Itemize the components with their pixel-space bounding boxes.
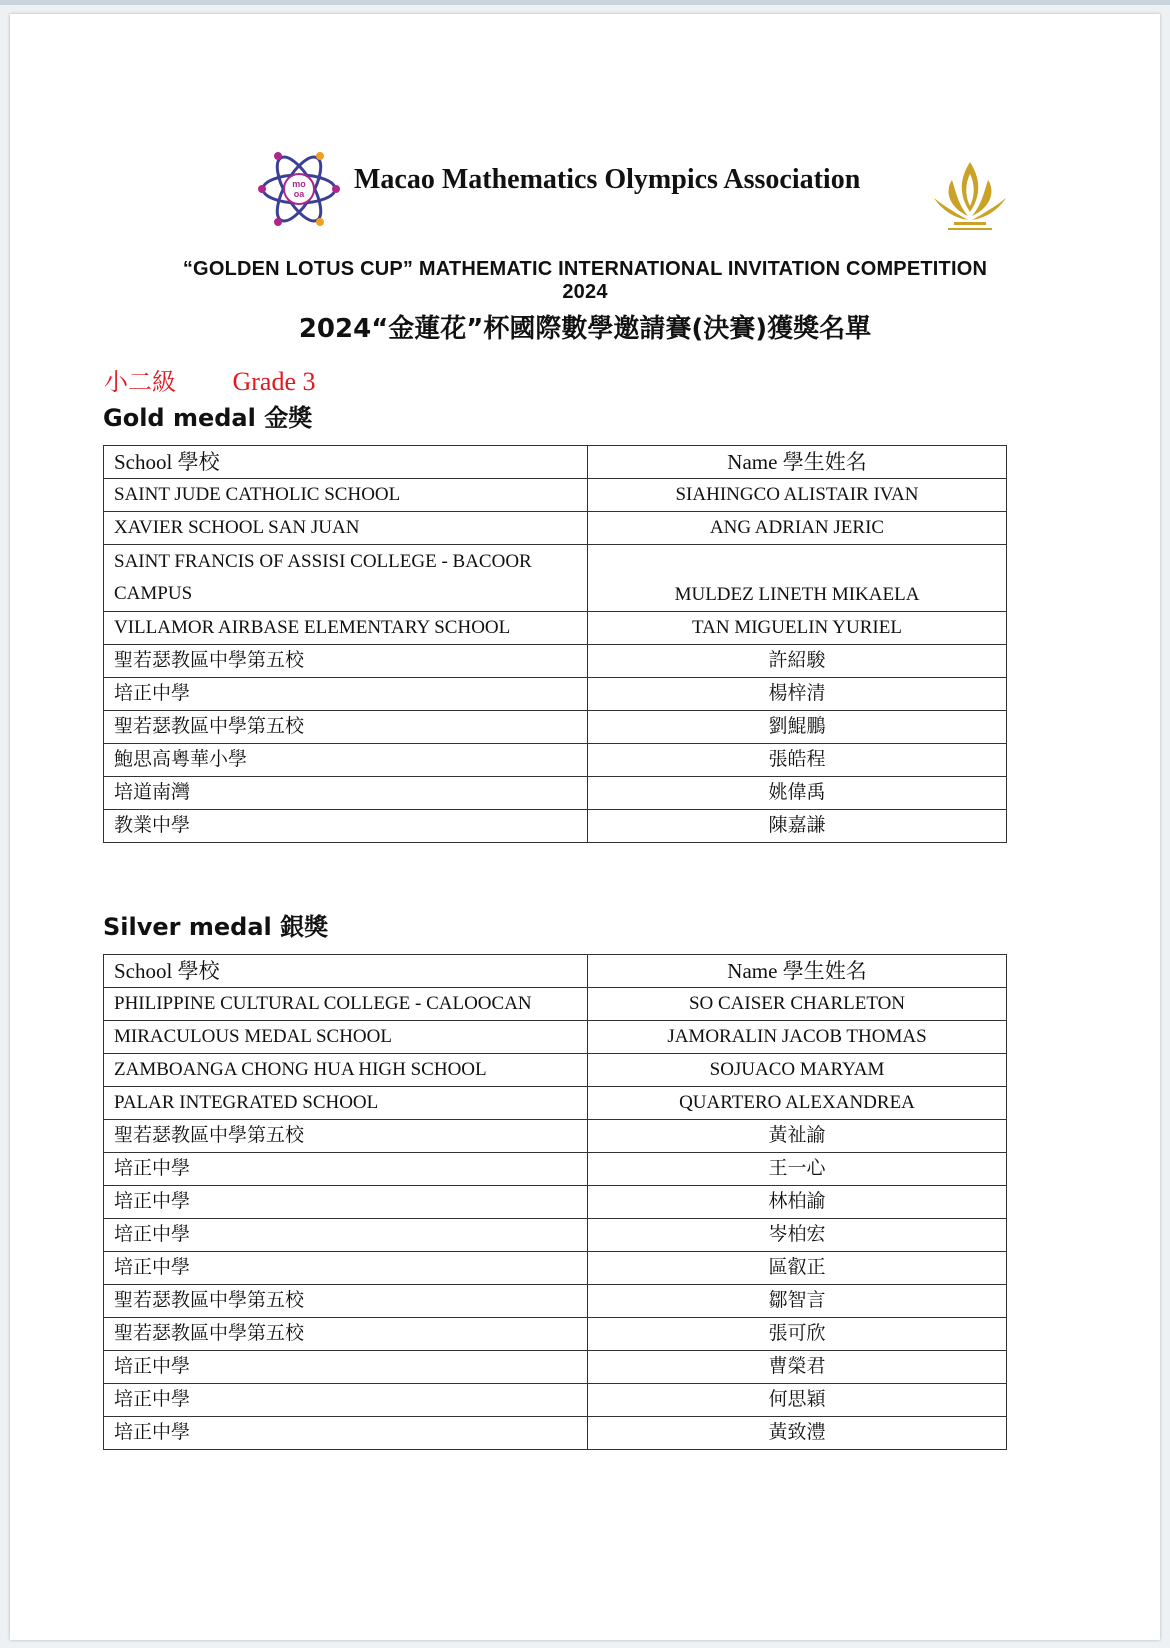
table-row xyxy=(104,1087,1007,1120)
table-row xyxy=(104,810,1007,843)
table-row xyxy=(104,1186,1007,1219)
table-row xyxy=(104,1252,1007,1285)
name-cell: 林柏諭 xyxy=(588,1186,1007,1219)
top-edge xyxy=(0,0,1170,5)
svg-text:oa: oa xyxy=(293,189,305,199)
name-cell: 許紹駿 xyxy=(588,645,1007,678)
name-cell: 區叡正 xyxy=(588,1252,1007,1285)
column-header-name: Name 學生姓名 xyxy=(588,446,1007,479)
school-cell: 聖若瑟教區中學第五校 xyxy=(104,1120,588,1153)
competition-title-en xyxy=(10,258,1160,304)
name-cell: 劉鯤鵬 xyxy=(588,711,1007,744)
name-cell: SIAHINGCO ALISTAIR IVAN xyxy=(588,479,1007,512)
name-cell: 曹榮君 xyxy=(588,1351,1007,1384)
school-cell: 聖若瑟教區中學第五校 xyxy=(104,645,588,678)
school-cell: 培正中學 xyxy=(104,1351,588,1384)
school-cell: 聖若瑟教區中學第五校 xyxy=(104,1285,588,1318)
school-cell: 培正中學 xyxy=(104,1417,588,1450)
table-row xyxy=(104,1351,1007,1384)
organization-name: Macao Mathematics Olympics Association xyxy=(354,164,861,195)
association-logo-icon xyxy=(258,146,340,232)
name-cell: JAMORALIN JACOB THOMAS xyxy=(588,1021,1007,1054)
table-header-row xyxy=(104,955,1007,988)
table-row xyxy=(104,645,1007,678)
name-cell: 何思穎 xyxy=(588,1384,1007,1417)
table-row xyxy=(104,777,1007,810)
name-cell: 岑柏宏 xyxy=(588,1219,1007,1252)
name-cell: MULDEZ LINETH MIKAELA xyxy=(588,545,1007,612)
silver-medal-table xyxy=(103,954,1007,1450)
table-row xyxy=(104,744,1007,777)
school-cell: 培正中學 xyxy=(104,1219,588,1252)
table-row xyxy=(104,1285,1007,1318)
school-cell: 鮑思高粵華小學 xyxy=(104,744,588,777)
silver-medal-heading: Silver medal 銀獎 xyxy=(103,913,329,941)
column-header-school: School 學校 xyxy=(104,955,588,988)
column-header-name: Name 學生姓名 xyxy=(588,955,1007,988)
name-cell: ANG ADRIAN JERIC xyxy=(588,512,1007,545)
table-row xyxy=(104,1054,1007,1087)
table-row xyxy=(104,1120,1007,1153)
school-cell: 培正中學 xyxy=(104,1153,588,1186)
table-row xyxy=(104,988,1007,1021)
table-row xyxy=(104,612,1007,645)
table-row xyxy=(104,711,1007,744)
golden-lotus-logo-icon xyxy=(930,156,1010,236)
table-row xyxy=(104,678,1007,711)
table-row xyxy=(104,1219,1007,1252)
name-cell: 姚偉禹 xyxy=(588,777,1007,810)
gold-medal-table xyxy=(103,445,1007,843)
table-row xyxy=(104,1153,1007,1186)
name-cell: QUARTERO ALEXANDREA xyxy=(588,1087,1007,1120)
competition-title-zh: 2024“金蓮花”杯國際數學邀請賽(決賽)獲獎名單 xyxy=(298,314,872,344)
school-cell: ZAMBOANGA CHONG HUA HIGH SCHOOL xyxy=(104,1054,588,1087)
school-cell: 培正中學 xyxy=(104,678,588,711)
name-cell: TAN MIGUELIN YURIEL xyxy=(588,612,1007,645)
grade-label-en: Grade 3 xyxy=(232,367,316,396)
name-cell: 楊梓清 xyxy=(588,678,1007,711)
competition-title-line1: “GOLDEN LOTUS CUP” MATHEMATIC INTERNATIONAL INVITATION COMPETITION xyxy=(182,258,988,280)
school-cell: SAINT FRANCIS OF ASSISI COLLEGE - BACOOR CAMPUS xyxy=(104,545,588,612)
school-cell: 教業中學 xyxy=(104,810,588,843)
school-cell: MIRACULOUS MEDAL SCHOOL xyxy=(104,1021,588,1054)
school-cell: 聖若瑟教區中學第五校 xyxy=(104,1318,588,1351)
table-row xyxy=(104,512,1007,545)
table-row xyxy=(104,1021,1007,1054)
school-cell: 培正中學 xyxy=(104,1252,588,1285)
grade-label-zh: 小二級 xyxy=(104,368,176,396)
school-cell: 培道南灣 xyxy=(104,777,588,810)
school-cell: 培正中學 xyxy=(104,1186,588,1219)
letterhead xyxy=(258,142,1018,242)
table-header-row xyxy=(104,446,1007,479)
name-cell: SO CAISER CHARLETON xyxy=(588,988,1007,1021)
table-row xyxy=(104,1417,1007,1450)
school-cell: SAINT JUDE CATHOLIC SCHOOL xyxy=(104,479,588,512)
svg-text:mo: mo xyxy=(292,179,306,189)
name-cell: 陳嘉謙 xyxy=(588,810,1007,843)
school-cell: PHILIPPINE CULTURAL COLLEGE - CALOOCAN xyxy=(104,988,588,1021)
school-cell: 聖若瑟教區中學第五校 xyxy=(104,711,588,744)
name-cell: 黃致澧 xyxy=(588,1417,1007,1450)
table-row xyxy=(104,479,1007,512)
grade-label xyxy=(104,362,316,397)
gold-medal-heading: Gold medal 金獎 xyxy=(103,404,313,432)
name-cell: SOJUACO MARYAM xyxy=(588,1054,1007,1087)
school-cell: VILLAMOR AIRBASE ELEMENTARY SCHOOL xyxy=(104,612,588,645)
table-row xyxy=(104,1384,1007,1417)
name-cell: 王一心 xyxy=(588,1153,1007,1186)
name-cell: 黃祉諭 xyxy=(588,1120,1007,1153)
column-header-school: School 學校 xyxy=(104,446,588,479)
table-row xyxy=(104,1318,1007,1351)
name-cell: 張皓程 xyxy=(588,744,1007,777)
school-cell: PALAR INTEGRATED SCHOOL xyxy=(104,1087,588,1120)
table-row xyxy=(104,545,1007,612)
name-cell: 張可欣 xyxy=(588,1318,1007,1351)
competition-title-year: 2024 xyxy=(562,281,608,303)
school-cell: 培正中學 xyxy=(104,1384,588,1417)
school-cell: XAVIER SCHOOL SAN JUAN xyxy=(104,512,588,545)
name-cell: 鄒智言 xyxy=(588,1285,1007,1318)
document-page xyxy=(10,14,1160,1640)
